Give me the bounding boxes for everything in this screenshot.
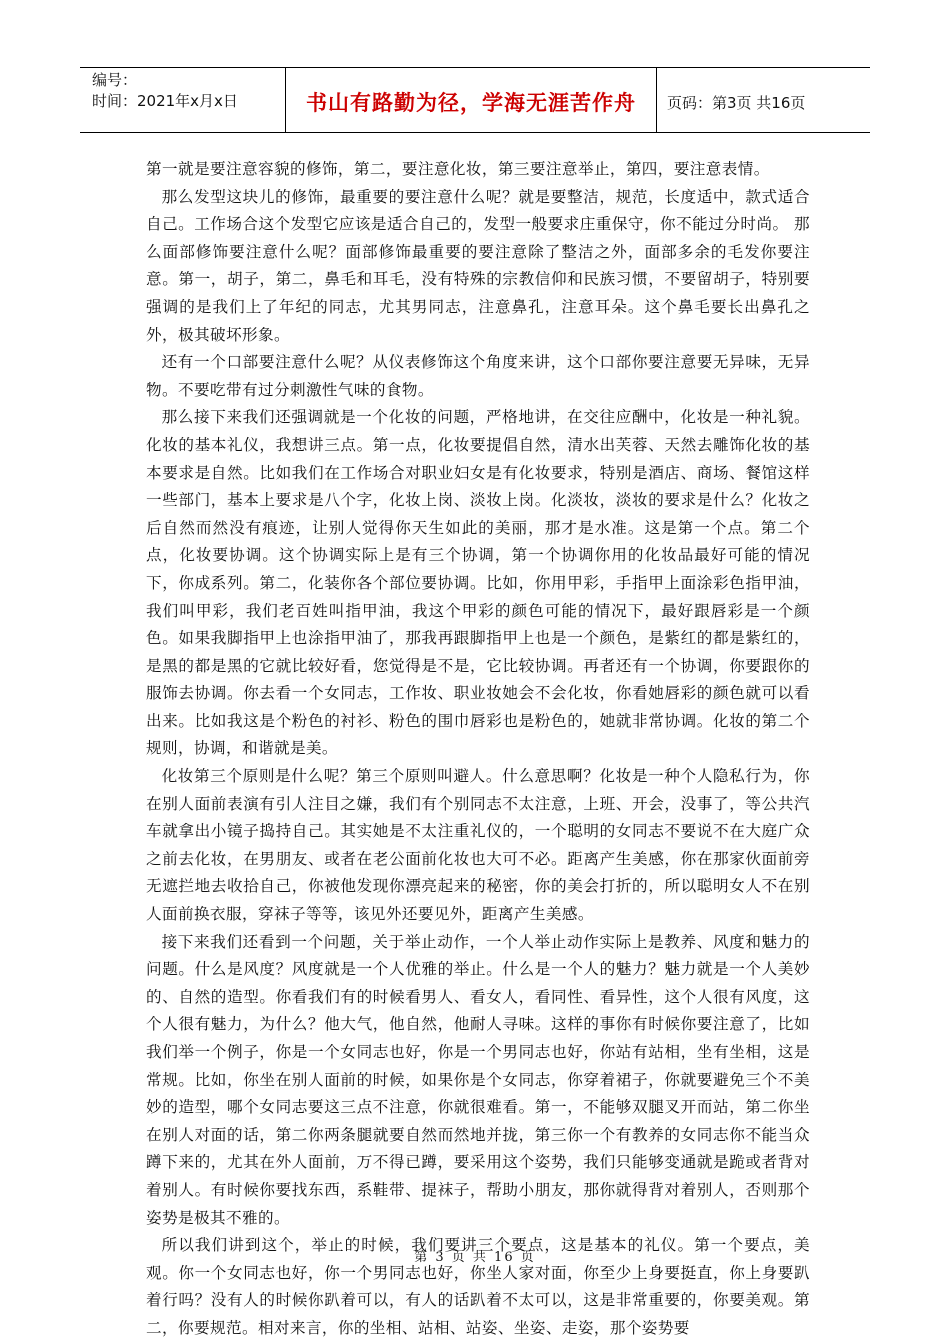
header-page-cell: [657, 68, 870, 132]
paragraph: 那么发型这块儿的修饰，最重要的要注意什么呢？就是要整洁，规范，长度适中，款式适合自己。工作场合这个发型它应该是适合自己的，发型一般要求庄重保守，你不能过分时尚。 那么面部修饰要注意什么呢？面部修饰最重要的要注意除了整洁之外，面部多余的毛发你要注意。第一，胡子，第二，鼻毛和耳毛，没有特殊的宗教信仰和民族习惯，不要留胡子，特别要强调的是我们上了年纪的同志，尤其男同志，注意鼻孔，注意耳朵。这个鼻毛要长出鼻孔之外，极其破坏形象。: [146, 187, 810, 344]
paragraph: 化妆第三个原则是什么呢？第三个原则叫避人。什么意思啊？化妆是一种个人隐私行为，你在别人面前表演有引人注目之嫌，我们有个别同志不太注意，上班、开会，没事了，等公共汽车就拿出小镜子捣持自己。其实她是不太注重礼仪的，一个聪明的女同志不要说不在大庭广众之前去化妆，在男朋友、或者在老公面前化妆也大可不必。距离产生美感，你在那家伙面前旁无遮拦地去收拾自己，你被他发现你漂亮起来的秘密，你的美会打折的，所以聪明女人不在别人面前换衣服，穿袜子等等，该见外还要见外，距离产生美感。: [146, 767, 810, 924]
header-page-number: 页码：第3页 共16页: [667, 93, 806, 112]
header-meta: [80, 68, 285, 132]
document-body: [146, 156, 810, 1343]
page-footer: 第 3 页 共 16 页: [414, 1250, 536, 1265]
paragraph: 接下来我们还看到一个问题，关于举止动作，一个人举止动作实际上是教养、风度和魅力的问题。什么是风度？风度就是一个人优雅的举止。什么是一个人的魅力？魅力就是一个人美妙的、自然的造型。你看我们有的时候看男人、看女人，看同性、看异性，这个人很有风度，这个人很有魅力，为什么？他大气，他自然，他耐人寻味。这样的事你有时候你要注意了，比如我们举一个例子，你是一个女同志也好，你是一个男同志也好，你站有站相，坐有坐相，这是常规。比如，你坐在别人面前的时候，如果你是个女同志，你穿着裙子，你就要避免三个不美妙的造型，哪个女同志要这三点不注意，你就很难看。第一，不能够双腿叉开而站，第二你坐在别人对面的话，第二你两条腿就要自然而然地并拢，第三你一个有教养的女同志你不能当众蹲下来的，尤其在外人面前，万不得已蹲，要采用这个姿势，我们只能够变通就是跪或者背对着别人。有时候你要找东西，系鞋带、提袜子，帮助小朋友，那你就得背对着别人，否则那个姿势是极其不雅的。: [146, 932, 810, 1227]
paragraph: 那么接下来我们还强调就是一个化妆的问题，严格地讲，在交往应酬中，化妆是一种礼貌。化妆的基本礼仪，我想讲三点。第一点，化妆要提倡自然，清水出芙蓉、天然去雕饰化妆的基本要求是自然。比如我们在工作场合对职业妇女是有化妆要求，特别是酒店、商场、餐馆这样一些部门，基本上要求是八个字，化妆上岗、淡妆上岗。化淡妆，淡妆的要求是什么？化妆之后自然而然没有痕迹，让别人觉得你天生如此的美丽，那才是水准。这是第一个点。第二个点，化妆要协调。这个协调实际上是有三个协调，第一个协调你用的化妆品最好可能的情况下，你成系列。第二，化装你各个部位要协调。比如，你用甲彩，手指甲上面涂彩色指甲油，我们叫甲彩，我们老百姓叫指甲油，我这个甲彩的颜色可能的情况下，最好跟唇彩是一个颜色。如果我脚指甲上也涂指甲油了，那我再跟脚指甲上也是一个颜色，是紫红的都是紫红的，是黑的都是黑的它就比较好看，您觉得是不是，它比较协调。再者还有一个协调，你要跟你的服饰去协调。你去看一个女同志，工作妆、职业妆她会不会化妆，你看她唇彩的颜色就可以看出来。比如我这是个粉色的衬衫、粉色的围巾唇彩也是粉色的，她就非常协调。化妆的第二个规则，协调，和谐就是美。: [146, 408, 810, 758]
header-motto: 书山有路勤为径，学海无涯苦作舟: [306, 91, 636, 115]
paragraph: 还有一个口部要注意什么呢？从仪表修饰这个角度来讲，这个口部你要注意要无异味，无异物。不要吃带有过分刺激性气味的食物。: [146, 353, 810, 399]
header-motto-cell: [285, 68, 657, 132]
document-header: [80, 67, 870, 133]
document-date-label: 时间：2021年x月x日: [92, 92, 238, 110]
document-number-label: 编号：: [92, 71, 138, 89]
paragraph: 第一就是要注意容貌的修饰，第二，要注意化妆，第三要注意举止，第四，要注意表情。: [146, 160, 770, 178]
paragraph: 所以我们讲到这个，举止的时候，我们要讲三个要点，这是基本的礼仪。第一个要点，美观。你一个女同志也好，你一个男同志也好，你坐人家对面，你至少上身要挺直，你上身要趴着行吗？没有人的时候你趴着可以，有人的话趴着不太可以，这是非常重要的，你要美观。第二，你要规范。相对来言，你的坐相、站相、站姿、坐姿、走姿，那个姿势要: [146, 1236, 810, 1337]
